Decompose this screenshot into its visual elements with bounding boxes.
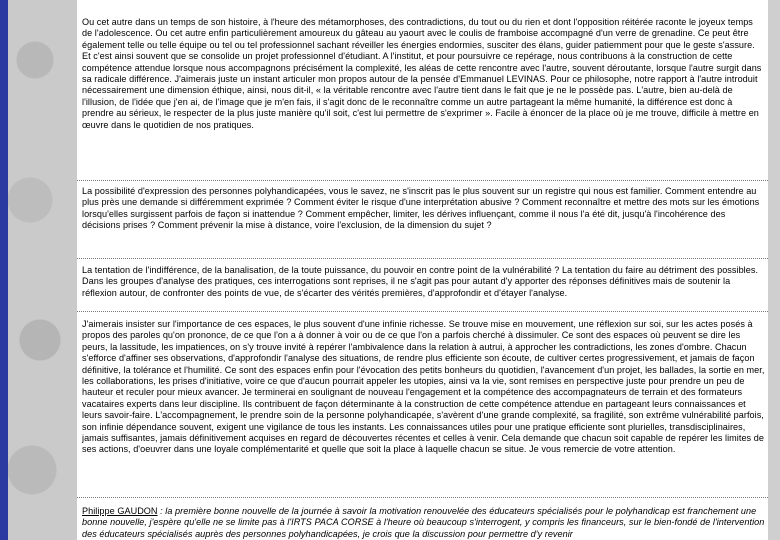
closing-text: : la première bonne nouvelle de la journée à savoir la motivation renouvelée des éducateurs spécialisés pour le polyhandicap est franchement une bonne nouvelle, j'espère qu'elle ne se limite pas à l'IRTS PACA CORSE à l'heure où beaucoup s'interrogent, y compris les financeurs, sur le bien-fondé de l'intervention des éducateurs spécialisés auprès des personnes polyhandicapées, je crois que la discussion pour permettre d'y revenir — [82, 506, 765, 539]
paragraph-3: La tentation de l'indifférence, de la banalisation, de la toute puissance, du pouvoir en contre point de la vulnérabilité ? La tentation du faire au détriment des possibles. Dans les groupes d'analyse des pratiques, ces interrogations sont reprises, il ne s'agit pas pour autant d'y apporter des réponses définitives mais de soutenir la réflexion autour, de confronter des points de vue, de s'écarter des vérités premières, d'approfondir et d'étayer l'analyse. — [82, 265, 759, 298]
document-page — [77, 0, 768, 540]
paragraph-1: Ou cet autre dans un temps de son histoire, à l'heure des métamorphoses, des contradictions, du tout ou du rien et dont l'opposition réitérée raconte le joyeux temps de l'adolescence. Ou cet autre enfin particulièrement amoureux du gâteau au yaourt avec le coulis de framboise accompagné d'un verre de grenadine. Ce peut être également telle ou telle équipe ou tel ou tel professionnel sachant réveiller les énergies endormies, susciter des élans, guider patiemment pour que le geste s'assure. Et c'est ainsi souvent que se consolide un projet professionnel d'étudiant. A l'institut, et pour poursuivre ce repérage, nous contribuons à la construction de cette compétence attendue lorsque nous accompagnons précisément la complexité, les aléas de cette rencontre avec l'autre, souvent déroutante, lorsque l'autre surgit dans sa radicale différence. J'aimerais juste un instant articuler mon propos autour de la pensée d'Emmanuel LEVINAS. Pour ce philosophe, notre rapport à l'autre introduit nécessairement une dimension éthique, ainsi, nous dit-il, « la véritable rencontre avec l'autre tient dans le fait que je ne le possède pas. L'autre, bien au-delà de l'illusion, de l'idée que j'en ai, de l'image que je m'en fais, il s'agit donc de le reconnaître comme un autre partageant la même humanité, la différence est donc à prendre au sérieux, le respecter de la plus juste manière qu'il soit, c'est lui permettre de s'exprimer ». Facile à énoncer de la place où je me trouve, difficile à mettre en œuvre dans le quotidien de nos pratiques. — [82, 17, 762, 130]
divider — [77, 497, 768, 498]
paragraph-2: La possibilité d'expression des personnes polyhandicapées, vous le savez, ne s'inscrit pas le plus souvent sur un registre qui nous est familier. Comment entendre au plus près une demande si différemment exprimée ? Comment éviter le risque d'une interprétation abusive ? Comment reconnaître et mettre des mots sur les émotions lorsqu'elles surgissent parfois de façon si inattendue ? Comment empêcher, limiter, les dérives influençant, comme il nous l'a été dit, jusqu'à l'incohérence des décisions prises ? Comment prévenir la mise à distance, voire l'exclusion, de la dimension du sujet ? — [82, 186, 760, 231]
left-accent-bar — [0, 0, 8, 540]
right-edge-panel — [768, 0, 780, 540]
divider — [77, 258, 768, 259]
closing-paragraph — [82, 506, 765, 540]
paragraph-4: J'aimerais insister sur l'importance de ces espaces, le plus souvent d'une infinie richesse. Se trouve mise en mouvement, une réflexion sur soi, sur les actes posés à propos des paroles qu'on prononce, de ce que l'on a à donner à voir ou de ce que l'on a parfois cherché à dissimuler. Ce sont des espaces où peuvent se dire les peurs, la lassitude, les impatiences, on s'y trouve invité à repérer l'ambivalence dans la relation à autrui, à approcher les contradictions, les zones d'ombre. Chacun s'efforce d'affiner ses observations, d'approfondir l'analyse des situations, de rendre plus efficiente son écoute, de cultiver certes progressivement, et jamais de façon définitive, la tolérance et l'humilité. Ce sont des espaces enfin pour l'évocation des petits bonheurs du quotidien, l'avancement d'un projet, les ballades, la sortie en mer, les collaborations, les prises d'initiative, voire ce que d'aucun pourrait appeler les utopies, ainsi va la vie, sont remises en perspective juste pour prendre un peu de hauteur et reculer pour mieux avancer. Je terminerai en soulignant de nouveau l'engagement et la compétence des accompagnateurs de terrain et des formateurs vacataires experts dans leur discipline. Ils contribuent de façon déterminante à la construction de cette compétence attendue en partageant leurs connaissances et leurs savoir-faire. L'accompagnement, le prendre soin de la personne polyhandicapée, s'avèrent d'une grande complexité, sa fragilité, son extrême vulnérabilité parfois, son infinie dépendance souvent, exigent une vigilance de tous les instants. Les connaissances utiles pour une pratique efficiente sont plurielles, transdisciplinaires, jamais suffisantes, jamais définitivement acquises en regard de découvertes récentes et celles à venir. Cela demande que chacun soit capable de repérer les limites de ses actions, d'oeuvrer dans une loyale complémentarité et quelle que soit la place à laquelle chacun se situe. Je vous remercie de votre attention. — [82, 319, 765, 455]
divider — [77, 311, 768, 312]
divider — [77, 180, 768, 181]
author-name: Philippe GAUDON — [82, 506, 158, 516]
